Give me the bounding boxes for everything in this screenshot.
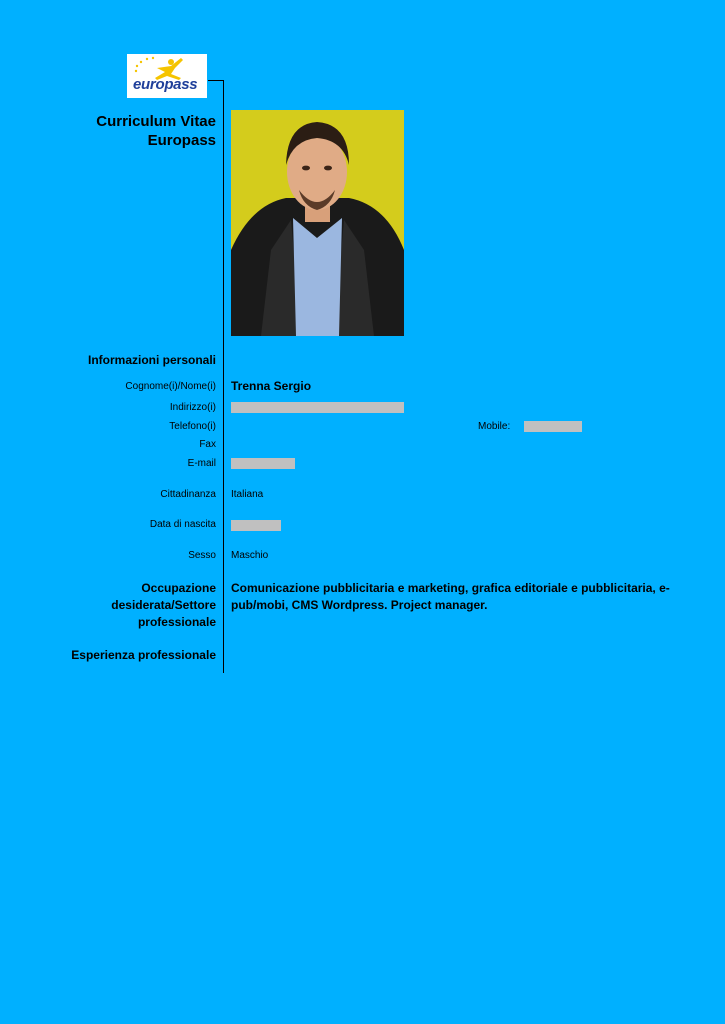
mobile-redacted xyxy=(524,421,582,432)
person-portrait-icon xyxy=(231,110,404,336)
divider-tick xyxy=(208,80,224,81)
mobile-label: Mobile: xyxy=(478,421,511,432)
address-label: Indirizzo(i) xyxy=(169,402,216,413)
europass-wordmark: europass xyxy=(133,76,198,93)
europass-logo xyxy=(127,54,207,98)
name-value: Trenna Sergio xyxy=(231,379,312,393)
sex-value: Maschio xyxy=(231,550,269,561)
birthdate-label: Data di nascita xyxy=(149,519,216,530)
section-title-personal-info: Informazioni personali xyxy=(87,353,216,367)
phone-label: Telefono(i) xyxy=(169,421,216,432)
sex-label: Sesso xyxy=(188,550,216,561)
occupation-value: Comunicazione pubblicitaria e marketing, grafica editoriale e pubblicitaria, e-pub/mobi, CMS Wordpress. Project manager. xyxy=(231,581,670,612)
email-redacted xyxy=(231,458,295,469)
occupation-label: Occupazione desiderata/Settore professionale xyxy=(111,581,216,629)
email-label: E-mail xyxy=(187,458,216,469)
citizenship-label: Cittadinanza xyxy=(160,489,216,500)
address-redacted xyxy=(231,402,404,413)
fax-label: Fax xyxy=(199,439,216,450)
birthdate-redacted xyxy=(231,520,281,531)
profile-photo xyxy=(231,110,404,336)
page-title: Curriculum Vitae Europass xyxy=(96,113,216,149)
citizenship-value: Italiana xyxy=(231,489,264,500)
column-divider xyxy=(223,80,224,673)
name-label: Cognome(i)/Nome(i) xyxy=(125,381,216,392)
section-title-experience: Esperienza professionale xyxy=(71,648,216,662)
